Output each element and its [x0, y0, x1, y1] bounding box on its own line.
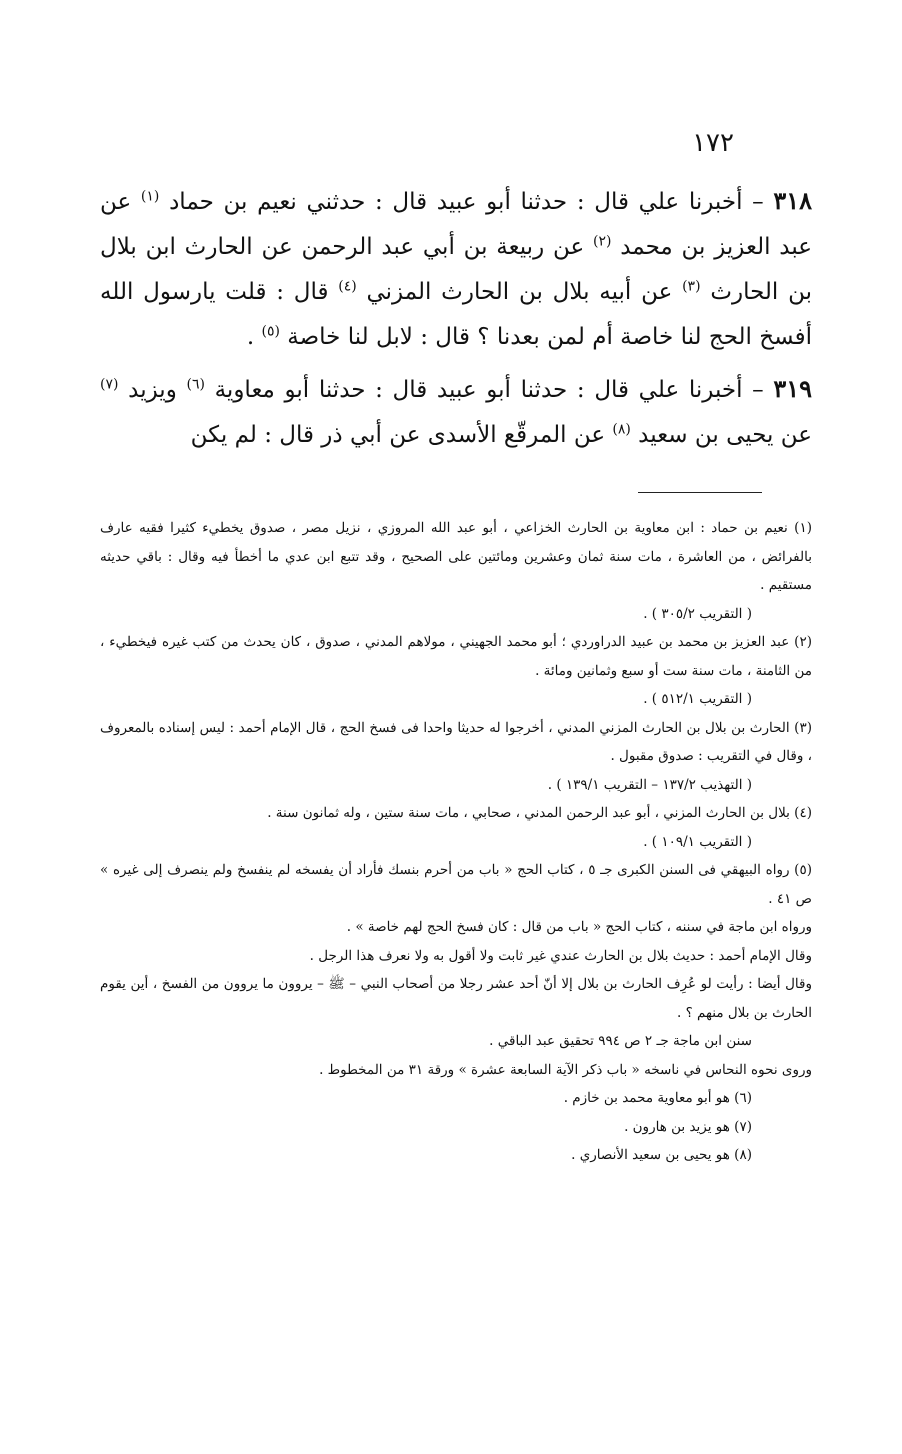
footnote-marker: (١) — [140, 188, 160, 205]
footnote-marker: (٧) — [100, 376, 119, 393]
hadith-319 — [100, 366, 812, 458]
footnote-6: (٦) هو أبو معاوية محمد بن خازم . — [563, 1090, 752, 1106]
footnote-4-reference: ( التقريب ١٠٩/١ ) . — [643, 833, 752, 850]
footnote-8: (٨) هو يحيى بن سعيد الأنصاري . — [571, 1147, 752, 1163]
hadith-text: قال : قلت يارسول الله أفسخ الحج لنا خاصة أم لمن بعدنا ؟ قال : لابل لنا خاصة — [100, 279, 812, 350]
hadith-number: ٣١٩ — [773, 374, 812, 403]
footnote-marker: (٥) — [261, 323, 280, 340]
footnote-5-note: وروى نحوه النحاس في ناسخه « باب ذكر الآية السابعة عشرة » ورقة ٣١ من المخطوط . — [319, 1061, 812, 1078]
hadith-text: – أخبرنا علي قال : حدثنا أبو عبيد قال : حدثنا أبو معاوية — [204, 377, 774, 403]
footnote-1: (١) نعيم بن حماد : ابن معاوية بن الحارث الخزاعي ، أبو عبد الله المروزي ، نزيل مصر ، صدوق يخطيء كثيرا فقيه عارف بالفرائض ، من العاشرة ، مات سنة ثمان وعشرين ومائتين على الصحيح ، وقد تتبع ابن عدي ما أخطأ فيه وقال : باقي حديثه مستقيم . — [100, 520, 812, 593]
hadith-text: عن عبد العزيز بن محمد — [100, 189, 812, 260]
footnote-2-reference: ( التقريب ٥١٢/١ ) . — [643, 691, 752, 707]
footnote-marker: (٤) — [338, 278, 357, 295]
footnote-5-note: سنن ابن ماجة جـ ٢ ص ٩٩٤ تحقيق عبد الباقي . — [489, 1033, 752, 1049]
footnote-1-reference: ( التقريب ٣٠٥/٢ ) . — [643, 605, 752, 622]
hadith-text: – أخبرنا علي قال : حدثنا أبو عبيد قال : حدثني نعيم بن حماد — [159, 189, 774, 215]
main-text — [100, 178, 812, 464]
footnote-5-note: وقال الإمام أحمد : حديث بلال بن الحارث عندي غير ثابت ولا أقول به ولا نعرف هذا الرجل . — [309, 947, 812, 964]
footnote-marker: (٨) — [612, 421, 631, 438]
footnote-7: (٧) هو يزيد بن هارون . — [624, 1118, 752, 1135]
hadith-text: عن أبيه بلال بن الحارث المزني — [356, 279, 683, 305]
footnote-3-reference: ( التهذيب ١٣٧/٢ – التقريب ١٣٩/١ ) . — [547, 776, 752, 793]
footnote-marker: (٣) — [682, 278, 701, 295]
footnote-5-note: وقال أيضا : رأيت لو عُرِف الحارث بن بلال إلا أنّ أحد عشر رجلا من أصحاب النبي – ﷺ – يروون ما يروون من الفسخ ، أين يقوم الحارث بن بلال منهم ؟ . — [100, 976, 812, 1021]
hadith-text: عن يحيى بن سعيد — [630, 422, 812, 448]
hadith-text: . — [246, 324, 262, 350]
footnote-3: (٣) الحارث بن بلال بن الحارث المزني المدني ، أخرجوا له حديثا واحدا فى فسخ الحج ، قال الإمام أحمد : ليس إسناده بالمعروف ، وقال في التقريب : صدوق مقبول . — [100, 719, 812, 764]
footnote-2: (٢) عبد العزيز بن محمد بن عبيد الدراوردي ؛ أبو محمد الجهيني ، مولاهم المدني ، صدوق ، كان يحدث من كتب غيره فيخطيء ، من الثامنة ، مات سنة ست أو سبع وثمانين ومائة . — [100, 634, 812, 679]
footnote-marker: (٢) — [592, 233, 612, 250]
footnote-5: (٥) رواه البيهقي فى السنن الكبرى جـ ٥ ، كتاب الحج « باب من أحرم بنسك فأراد أن يفسخه لم ينفسخ ولم ينصرف إلى غيره » ص ٤١ . — [100, 862, 812, 907]
page-number: ١٧٢ — [692, 128, 734, 158]
hadith-text: ويزيد — [118, 377, 187, 403]
hadith-text: عن المرقّع الأسدى عن أبي ذر قال : لم يكن — [190, 422, 613, 448]
footnote-marker: (٦) — [186, 376, 205, 393]
footnote-4: (٤) بلال بن الحارث المزني ، أبو عبد الرحمن المدني ، صحابي ، مات سنة ستين ، وله ثمانون سنة . — [267, 805, 812, 821]
footnote-separator — [638, 492, 762, 493]
hadith-number: ٣١٨ — [773, 186, 812, 215]
footnote-5-note: ورواه ابن ماجة في سننه ، كتاب الحج « باب من قال : كان فسخ الحج لهم خاصة » . — [346, 919, 812, 935]
footnotes — [100, 514, 812, 1170]
hadith-318 — [100, 178, 812, 360]
hadith-text: عن ربيعة بن أبي عبد الرحمن عن الحارث ابن بلال بن الحارث — [100, 234, 813, 305]
